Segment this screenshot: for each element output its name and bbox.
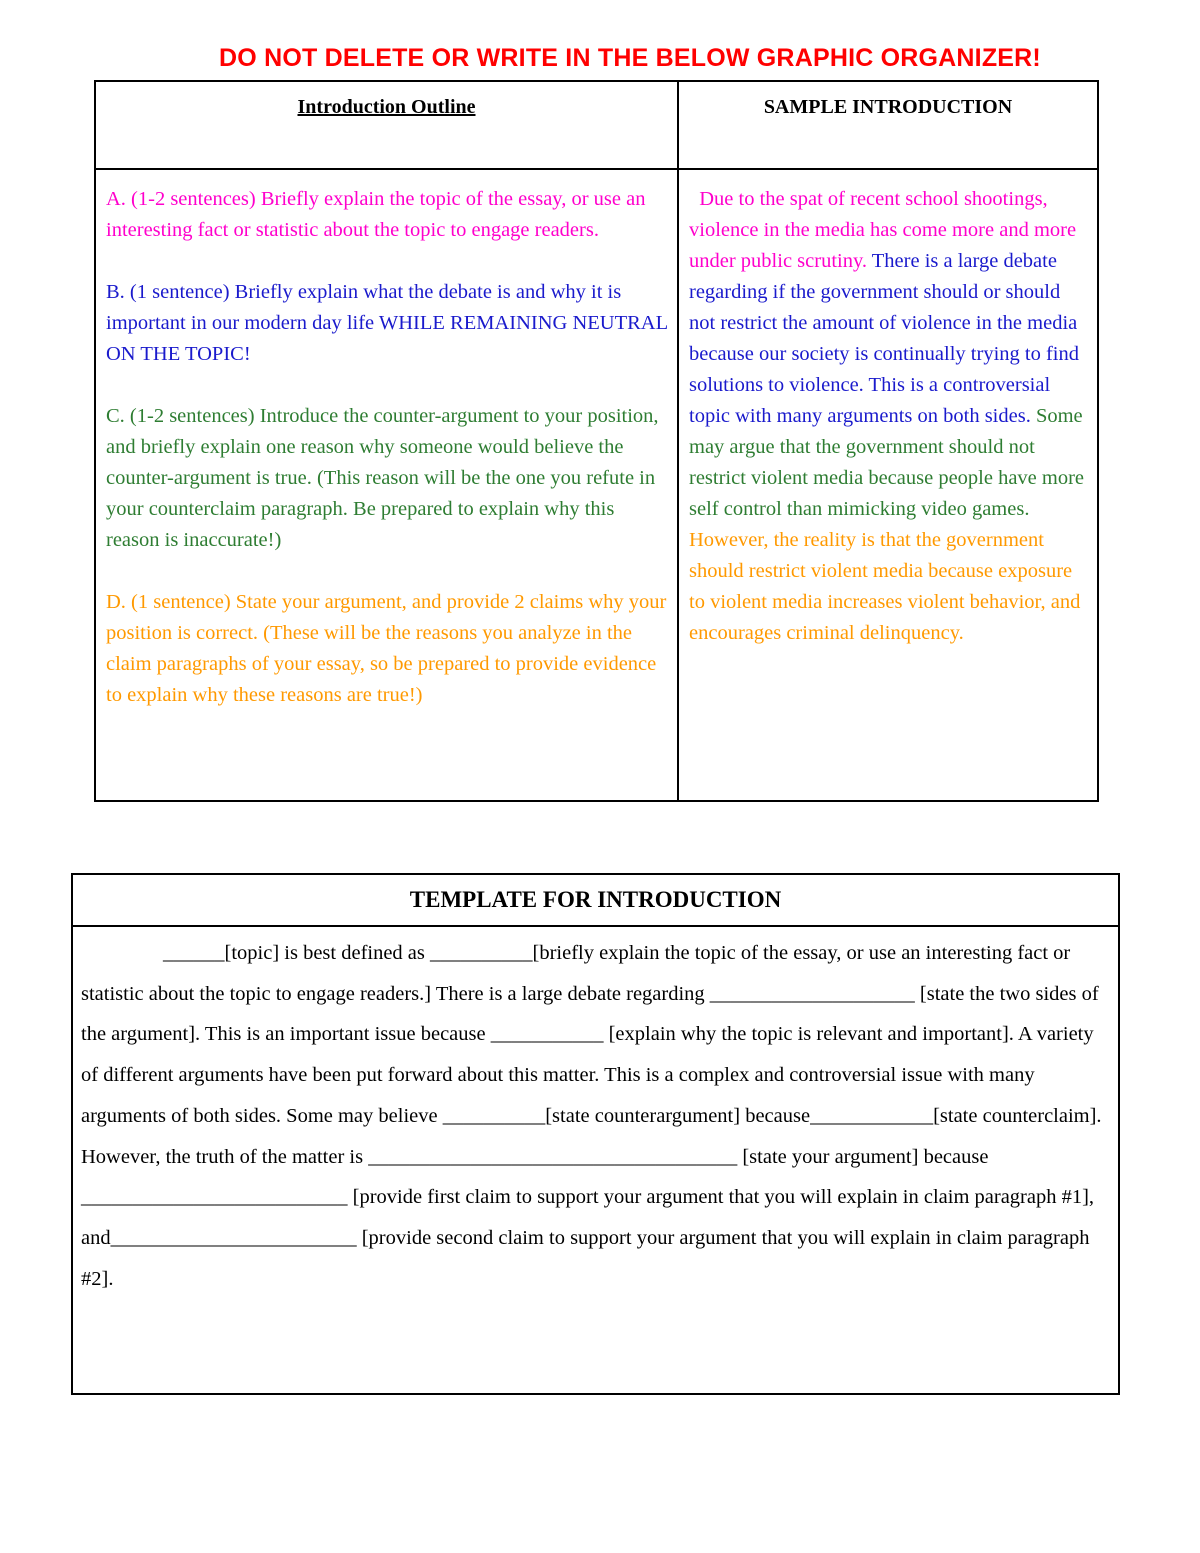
warning-banner: DO NOT DELETE OR WRITE IN THE BELOW GRAPHIC ORGANIZER! bbox=[219, 44, 1041, 72]
outline-part-a: A. (1-2 sentences) Briefly explain the topic of the essay, or use an interesting fact or statistic about the topic to engage readers. bbox=[106, 188, 646, 241]
sample-introduction bbox=[689, 184, 1089, 649]
sample-part-d: However, the reality is that the government should restrict violent media because exposure to violent media increases violent behavior, and encourages criminal delinquency. bbox=[689, 529, 1081, 644]
outline-cell bbox=[95, 169, 678, 801]
template-text: ______[topic] is best defined as __________[briefly explain the topic of the essay, or use an interesting fact or statistic about the topic to engage readers.] There is a large debate regarding ____________________ [state the two sides of the argument]. This is an important issue because ___________ [explain why the topic is relevant and important]. A variety of different arguments have been put forward about this matter. This is a complex and controversial issue with many arguments of both sides. Some may believe __________[state counterargument] because____________[state counterclaim]. However, the truth of the matter is ____________________________________ [state your argument] because __________________________ [provide first claim to support your argument that you will explain in claim paragraph #1], and________________________ [provide second claim to support your argument that you will explain in claim paragraph #2]. bbox=[81, 942, 1102, 1290]
introduction-template bbox=[71, 873, 1120, 1395]
outline-part-d: D. (1 sentence) State your argument, and provide 2 claims why your position is correct. (These will be the reasons you analyze in the claim paragraphs of your essay, so be prepared to provide evidence to explain why these reasons are true!) bbox=[106, 591, 667, 706]
sample-part-c: Some may argue that the government should not restrict violent media because people have more self control than mimicking video games. bbox=[689, 405, 1085, 520]
template-title: TEMPLATE FOR INTRODUCTION bbox=[72, 874, 1119, 926]
graphic-organizer bbox=[94, 80, 1099, 802]
sample-header: SAMPLE INTRODUCTION bbox=[678, 81, 1098, 169]
outline-part-b: B. (1 sentence) Briefly explain what the debate is and why it is important in our modern day life WHILE REMAINING NEUTRAL ON THE TOPIC! bbox=[106, 281, 668, 365]
sample-cell bbox=[678, 169, 1098, 801]
outline-part-c: C. (1-2 sentences) Introduce the counter-argument to your position, and briefly explain one reason why someone would believe the counter-argument is true. (This reason will be the one you refute in your counterclaim paragraph. Be prepared to explain why this reason is inaccurate!) bbox=[106, 405, 659, 551]
template-body-cell bbox=[72, 926, 1119, 1394]
sample-part-a: Due to the spat of recent school shootings, violence in the media has come more and more under public scrutiny. bbox=[689, 188, 1077, 272]
sample-part-b: There is a large debate regarding if the government should or should not restrict the amount of violence in the media because our society is continually trying to find solutions to violence. This is a controversial topic with many arguments on both sides. bbox=[689, 250, 1079, 427]
outline-header: Introduction Outline bbox=[95, 81, 678, 169]
